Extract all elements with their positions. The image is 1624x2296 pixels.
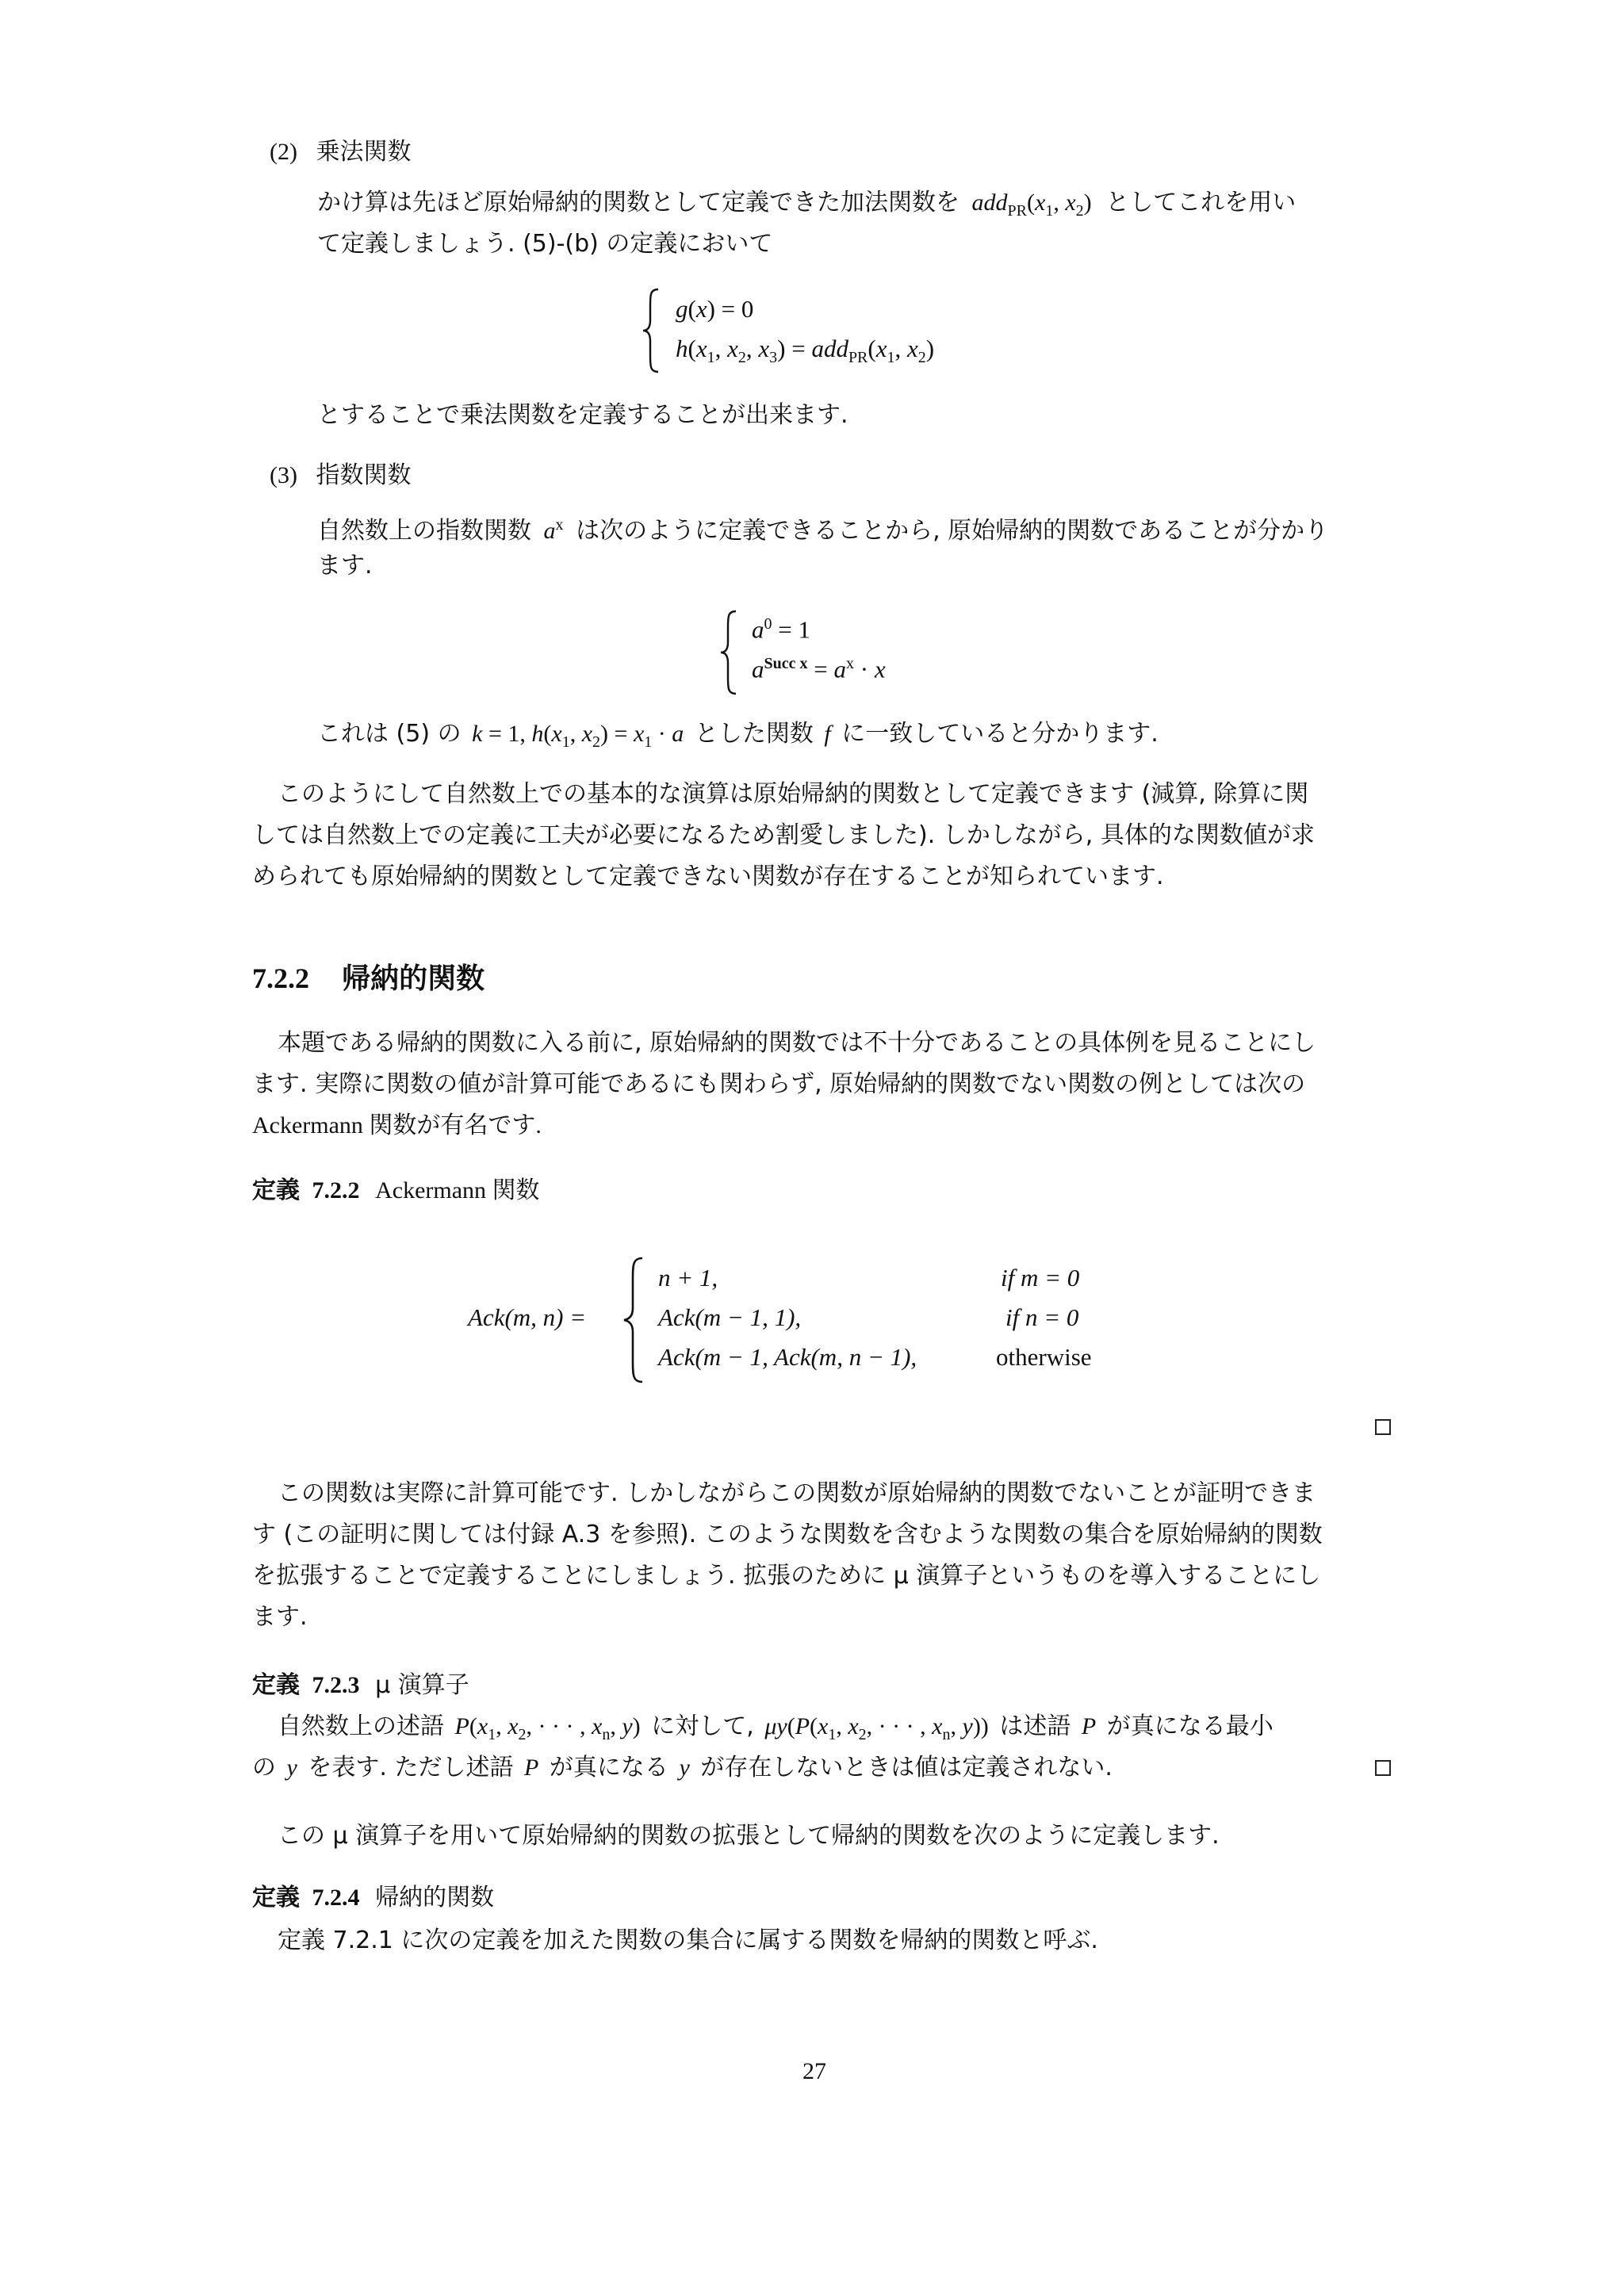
item-2-text: かけ算は先ほど原始帰納的関数として定義できた加法関数を bbox=[317, 189, 959, 216]
page-number: 27 bbox=[802, 2058, 826, 2084]
paragraph-2-line-2: ます. 実際に関数の値が計算可能であるにも関わらず, 原始帰納的関数でない関数の例としては次の bbox=[252, 1070, 1306, 1098]
definition-7-2-3-heading: 定義 7.2.3 μ 演算子 bbox=[252, 1671, 469, 1699]
eq-exponent-step: $a^{Succ x} = a^x \cdot x$ bbox=[752, 655, 886, 683]
item-2-heading bbox=[270, 132, 412, 173]
item-3-line-1: 自然数上の指数関数 $a^x$ は次のように定義できることから, 原始帰納的関数であることが分かり bbox=[317, 516, 1329, 545]
paragraph-2-line-3: Ackermann 関数が有名です. bbox=[252, 1112, 542, 1138]
paragraph-1-line-1: このようにして自然数上での基本的な演算は原始帰納的関数として定義できます (減算, 除算に関 bbox=[278, 780, 1309, 808]
eq-multiplication-step: $h(x_1$, $x_2$, $x_3) = add_{PR}(x_1$, $x_2$) bbox=[676, 335, 935, 367]
add-pr-symbol: $add_{PR}(x_1$, $x_2$) bbox=[971, 189, 1092, 220]
item-2-number: (2) bbox=[270, 139, 297, 165]
item-3-line-2: ます. bbox=[317, 552, 373, 580]
paragraph-3-line-1: この関数は実際に計算可能です. しかしながらこの関数が原始帰納的関数でないことが証明できま bbox=[278, 1479, 1316, 1507]
paragraph-1-line-3: められても原始帰納的関数として定義できない関数が存在することが知られています. bbox=[252, 863, 1164, 890]
eq-multiplication-base: g(x) = 0 bbox=[676, 295, 754, 323]
ackermann-case-1: n + 1, bbox=[658, 1264, 718, 1292]
section-number: 7.2.2 bbox=[252, 962, 309, 994]
ackermann-lhs: Ack(m, n) = bbox=[468, 1303, 587, 1331]
ackermann-cond-1: if m = 0 bbox=[1001, 1264, 1080, 1292]
section-title: 帰納的関数 bbox=[342, 962, 485, 995]
paragraph-3-line-4: ます. bbox=[252, 1603, 308, 1631]
item-3-heading bbox=[270, 455, 412, 496]
ackermann-cond-3: otherwise bbox=[996, 1343, 1092, 1371]
item-3-title: 指数関数 bbox=[316, 461, 412, 489]
ackermann-case-2: Ack(m − 1, 1), bbox=[658, 1303, 802, 1331]
definition-7-2-4-line-1: 定義 7.2.1 に次の定義を加えた関数の集合に属する関数を帰納的関数と呼ぶ. bbox=[278, 1927, 1098, 1954]
left-brace-icon bbox=[622, 1256, 645, 1384]
paragraph-2-line-1: 本題である帰納的関数に入る前に, 原始帰納的関数では不十分であることの具体例を見ることにし bbox=[278, 1029, 1316, 1057]
ackermann-cond-2: if n = 0 bbox=[1005, 1303, 1079, 1331]
item-2-conclusion: とすることで乗法関数を定義することが出来ます. bbox=[317, 401, 848, 429]
eq-exponent-base: $a^0 = 1$ bbox=[752, 615, 810, 644]
paragraph-3-line-3: を拡張することで定義することにしましょう. 拡張のために μ 演算子というものを導入することにし bbox=[252, 1562, 1321, 1590]
item-3-number: (3) bbox=[270, 462, 297, 488]
definition-7-2-3-line-1: 自然数上の述語 $P(x_1$, $x_2$, · · · , $x_n$, y) に対して, $\mu y(P(x_1$, $x_2$, · · · , $x_n$, y)) は述語 P が真になる最小 bbox=[278, 1712, 1274, 1743]
definition-7-2-4-heading: 定義 7.2.4 帰納的関数 bbox=[252, 1884, 495, 1911]
paragraph-1-line-2: しては自然数上での定義に工夫が必要になるため割愛しました). しかしながら, 具体的な関数値が求 bbox=[252, 821, 1315, 849]
item-3-conclusion: これは (5) の k = 1, $h(x_1$, $x_2) = x_1 \cdot a$ とした関数 f に一致していると分かります. bbox=[317, 720, 1159, 751]
item-2-text-tail: としてこれを用い bbox=[1105, 189, 1297, 216]
qed-box-icon bbox=[1375, 1760, 1391, 1776]
section-heading bbox=[252, 956, 485, 1006]
qed-box-icon bbox=[1375, 1419, 1391, 1435]
item-2-title: 乗法関数 bbox=[316, 138, 412, 166]
left-brace-icon bbox=[718, 609, 739, 696]
definition-7-2-2-heading: 定義 7.2.2 Ackermann 関数 bbox=[252, 1177, 540, 1204]
paragraph-4-line-1: この μ 演算子を用いて原始帰納的関数の拡張として帰納的関数を次のように定義します. bbox=[278, 1822, 1220, 1850]
ackermann-case-3: Ack(m − 1, Ack(m, n − 1), bbox=[658, 1343, 917, 1371]
left-brace-icon bbox=[641, 287, 661, 374]
paragraph-3-line-2: す (この証明に関しては付録 A.3 を参照). このような関数を含むような関数の集合を原始帰納的関数 bbox=[252, 1521, 1323, 1548]
item-2-line-2: て定義しましょう. (5)-(b) の定義において bbox=[317, 230, 773, 258]
definition-7-2-3-line-2: の y を表す. ただし述語 P が真になる y が存在しないときは値は定義されない. bbox=[252, 1754, 1113, 1781]
